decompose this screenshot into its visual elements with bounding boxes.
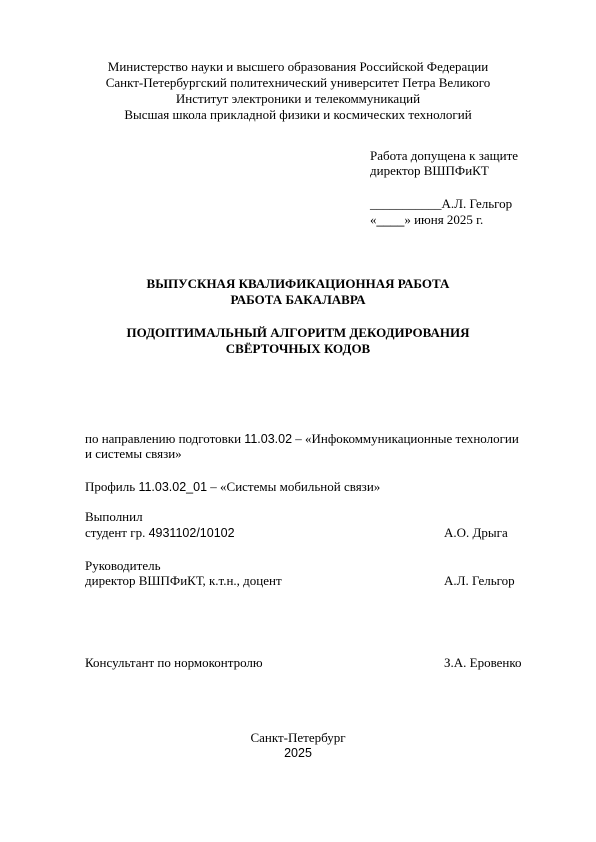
- direction-line-2: и системы связи»: [85, 446, 182, 461]
- work-type-line-1: ВЫПУСКНАЯ КВАЛИФИКАЦИОННАЯ РАБОТА: [146, 276, 450, 291]
- profile-prefix: Профиль: [85, 479, 139, 494]
- school-line: Высшая школа прикладной физики и космических технологий: [124, 107, 472, 122]
- footer-city: Санкт-Петербург: [250, 730, 346, 745]
- date-open-quote: «: [370, 212, 377, 227]
- approval-signature-line: [370, 196, 512, 211]
- institute-line: Институт электроники и телекоммуникаций: [175, 91, 421, 106]
- approval-line-1: Работа допущена к защите: [370, 148, 519, 163]
- profile-code: 11.03.02_01: [138, 480, 208, 494]
- topic-line-1: ПОДОПТИМАЛЬНЫЙ АЛГОРИТМ ДЕКОДИРОВАНИЯ: [126, 325, 470, 340]
- work-type-line-2: РАБОТА БАКАЛАВРА: [230, 292, 366, 307]
- profile-rest: – «Системы мобильной связи»: [207, 479, 381, 494]
- performer-role: [85, 525, 235, 541]
- supervisor-name: А.Л. Гельгор: [444, 573, 515, 588]
- consultant-name: З.А. Еровенко: [444, 655, 522, 670]
- approval-line-2: директор ВШПФиКТ: [370, 163, 489, 178]
- signature-blank: ___________: [370, 196, 442, 211]
- ministry-line: Министерство науки и высшего образования Российской Федерации: [107, 59, 489, 74]
- supervisor-role: директор ВШПФиКТ, к.т.н., доцент: [85, 573, 282, 588]
- topic-line-2: СВЁРТОЧНЫХ КОДОВ: [225, 341, 371, 356]
- performer-role-prefix: студент гр.: [85, 525, 149, 540]
- approval-date-line: [370, 212, 483, 228]
- performer-group: 4931102/10102: [148, 526, 235, 540]
- direction-line-1: [85, 431, 519, 447]
- footer-year: 2025: [284, 746, 312, 760]
- date-blank: ____: [376, 213, 405, 227]
- supervisor-label: Руководитель: [85, 558, 161, 573]
- performer-label: Выполнил: [85, 509, 143, 524]
- approval-signer: А.Л. Гельгор: [441, 196, 513, 211]
- profile-line: [85, 479, 380, 495]
- performer-name: А.О. Дрыга: [444, 525, 508, 540]
- university-line: Санкт-Петербургский политехнический университет Петра Великого: [105, 75, 491, 90]
- date-rest: » июня 2025 г.: [404, 212, 484, 227]
- consultant-role: Консультант по нормоконтролю: [85, 655, 263, 670]
- direction-code: 11.03.02: [244, 432, 293, 446]
- direction-prefix: по направлению подготовки: [85, 431, 245, 446]
- direction-rest: – «Инфокоммуникационные технологии: [292, 431, 519, 446]
